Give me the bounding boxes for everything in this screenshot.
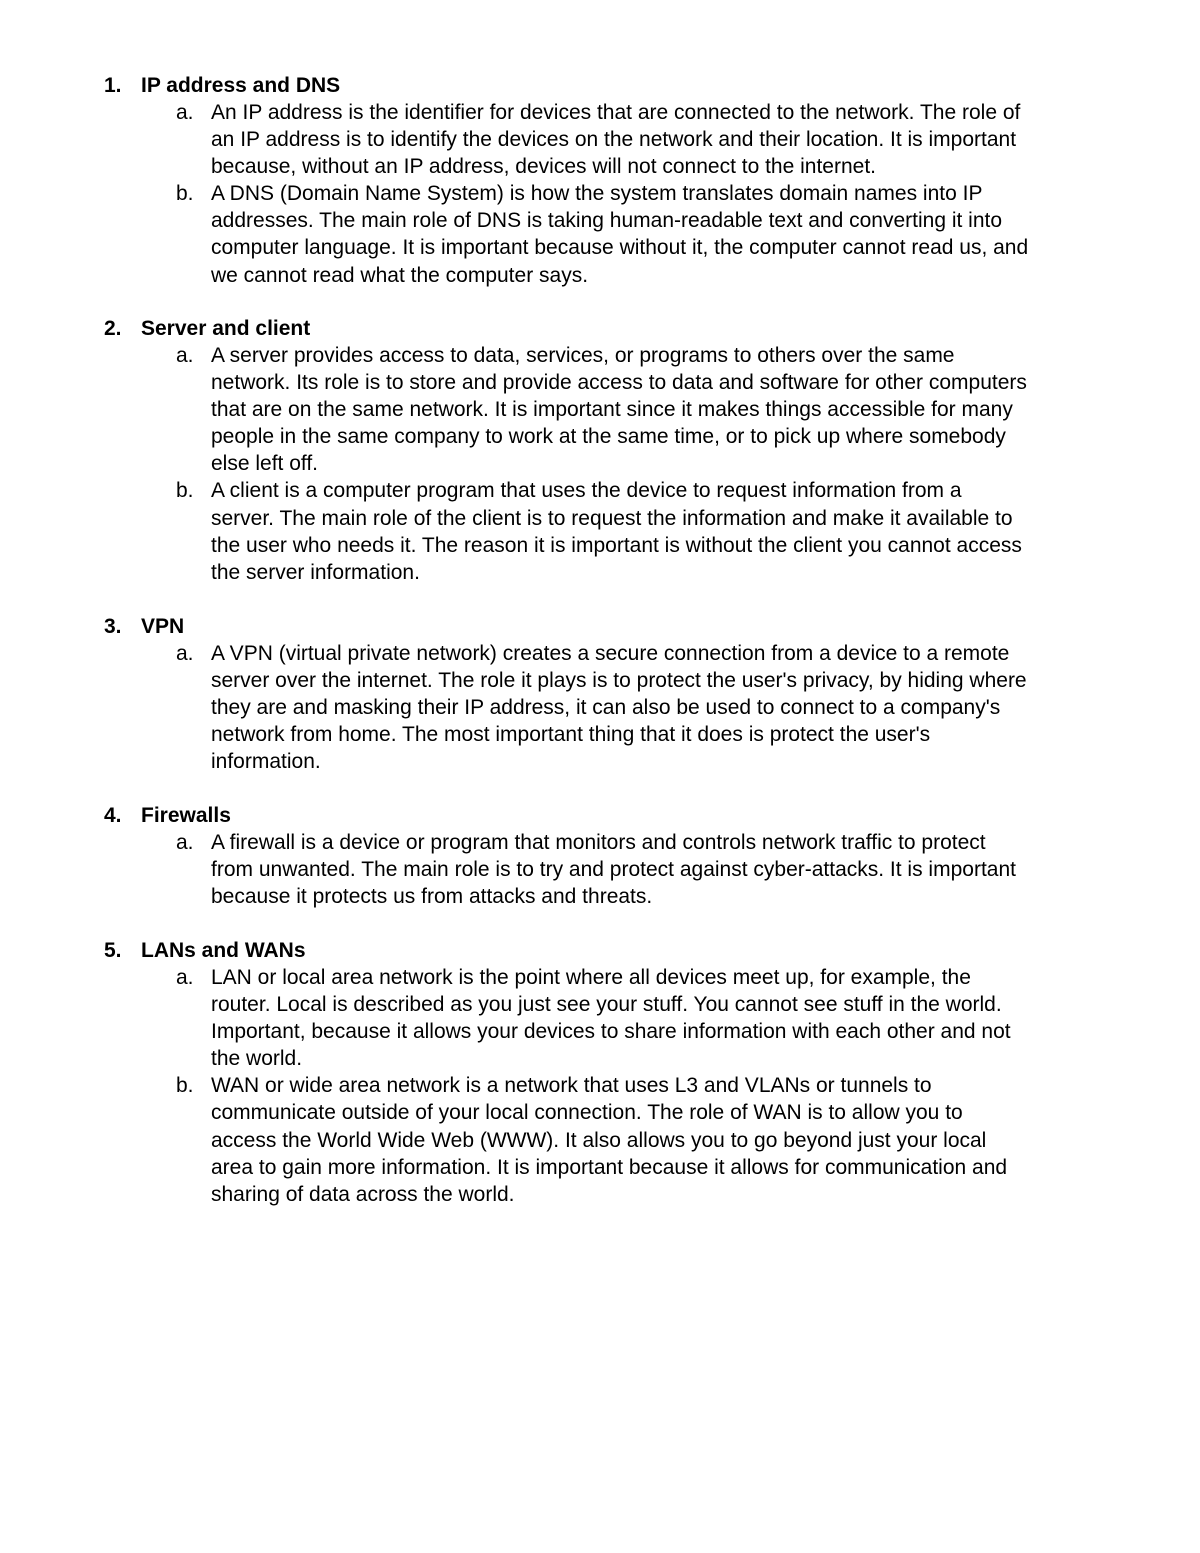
text-line: that are on the same network. It is important since it makes things accessible for many	[211, 398, 1013, 422]
text-line: because, without an IP address, devices will not connect to the internet.	[211, 155, 877, 179]
item-text	[211, 1072, 1141, 1207]
text-line: A firewall is a device or program that monitors and controls network traffic to protect	[211, 831, 986, 854]
list-item	[0, 477, 1200, 585]
text-line: sharing of data across the world.	[211, 1182, 515, 1206]
section-title: VPN	[141, 615, 185, 638]
section-number: 3.	[104, 615, 122, 638]
text-line: LAN or local area network is the point where all devices meet up, for example, the	[211, 966, 971, 989]
item-marker: b.	[176, 182, 194, 206]
text-line: communicate outside of your local connection. The role of WAN is to allow you to	[211, 1101, 963, 1125]
section-heading	[0, 937, 1200, 964]
item-text	[211, 477, 1141, 585]
list-item	[0, 640, 1200, 775]
text-line: A client is a computer program that uses the device to request information from a	[211, 479, 962, 503]
text-line: addresses. The main role of DNS is taking human-readable text and converting it into	[211, 209, 1003, 233]
section-heading	[0, 613, 1200, 640]
text-line: computer language. It is important because without it, the computer cannot read us, and	[211, 236, 1029, 260]
text-line: A DNS (Domain Name System) is how the system translates domain names into IP	[211, 182, 983, 206]
section-firewalls	[0, 802, 1200, 910]
list-item	[0, 342, 1200, 477]
item-marker: b.	[176, 1074, 194, 1098]
text-line: the world.	[211, 1047, 303, 1071]
section-lans-wans	[0, 937, 1200, 1208]
item-marker: b.	[176, 479, 194, 503]
text-line: router. Local is described as you just see your stuff. You cannot see stuff in the world.	[211, 993, 1002, 1017]
text-line: access the World Wide Web (WWW). It also allows you to go beyond just your local	[211, 1128, 987, 1152]
list-item	[0, 99, 1200, 180]
item-text	[211, 829, 1141, 910]
item-marker: a.	[176, 831, 194, 854]
section-title: IP address and DNS	[141, 74, 341, 97]
list-item	[0, 964, 1200, 1072]
section-number: 4.	[104, 804, 122, 827]
section-number: 2.	[104, 317, 122, 340]
item-marker: a.	[176, 101, 194, 124]
section-title: Server and client	[141, 317, 311, 340]
text-line: from unwanted. The main role is to try and protect against cyber-attacks. It is important	[211, 858, 1016, 882]
section-heading	[0, 72, 1200, 99]
text-line: else left off.	[211, 452, 319, 476]
item-text	[211, 99, 1141, 180]
item-text	[211, 964, 1141, 1072]
text-line: server. The main role of the client is to request the information and make it available to	[211, 506, 1013, 530]
text-line: information.	[211, 750, 321, 774]
text-line: Important, because it allows your devices to share information with each other and not	[211, 1020, 1011, 1044]
text-line: people in the same company to work at the same time, or to pick up where somebody	[211, 425, 1006, 449]
text-line: A VPN (virtual private network) creates a secure connection from a device to a remote	[211, 642, 1010, 665]
section-server-client	[0, 315, 1200, 586]
section-ip-dns	[0, 72, 1200, 289]
text-line: network from home. The most important thing that it does is protect the user's	[211, 723, 931, 747]
text-line: An IP address is the identifier for devices that are connected to the network. The role of	[211, 101, 1021, 124]
section-title: Firewalls	[141, 804, 231, 827]
section-title: LANs and WANs	[141, 939, 306, 962]
text-line: the user who needs it. The reason it is important is without the client you cannot access	[211, 533, 1022, 557]
text-line: server over the internet. The role it plays is to protect the user's privacy, by hiding where	[211, 669, 1027, 693]
list-item	[0, 180, 1200, 288]
section-heading	[0, 315, 1200, 342]
list-item	[0, 1072, 1200, 1207]
text-line: because it protects us from attacks and threats.	[211, 885, 653, 909]
text-line: WAN or wide area network is a network that uses L3 and VLANs or tunnels to	[211, 1074, 932, 1098]
section-vpn	[0, 613, 1200, 775]
item-marker: a.	[176, 642, 194, 665]
item-marker: a.	[176, 344, 194, 367]
section-number: 1.	[104, 74, 122, 97]
text-line: area to gain more information. It is important because it allows for communication and	[211, 1155, 1008, 1179]
text-line: the server information.	[211, 560, 420, 584]
section-number: 5.	[104, 939, 122, 962]
item-marker: a.	[176, 966, 194, 989]
text-line: A server provides access to data, services, or programs to others over the same	[211, 344, 955, 367]
text-line: an IP address is to identify the devices on the network and their location. It is important	[211, 128, 1017, 152]
section-heading	[0, 802, 1200, 829]
item-text	[211, 342, 1141, 477]
text-line: we cannot read what the computer says.	[211, 263, 589, 287]
item-text	[211, 640, 1141, 775]
text-line: network. Its role is to store and provide access to data and software for other computers	[211, 371, 1027, 395]
list-item	[0, 829, 1200, 910]
item-text	[211, 180, 1141, 288]
text-line: they are and masking their IP address, it can also be used to connect to a company's	[211, 696, 1001, 720]
